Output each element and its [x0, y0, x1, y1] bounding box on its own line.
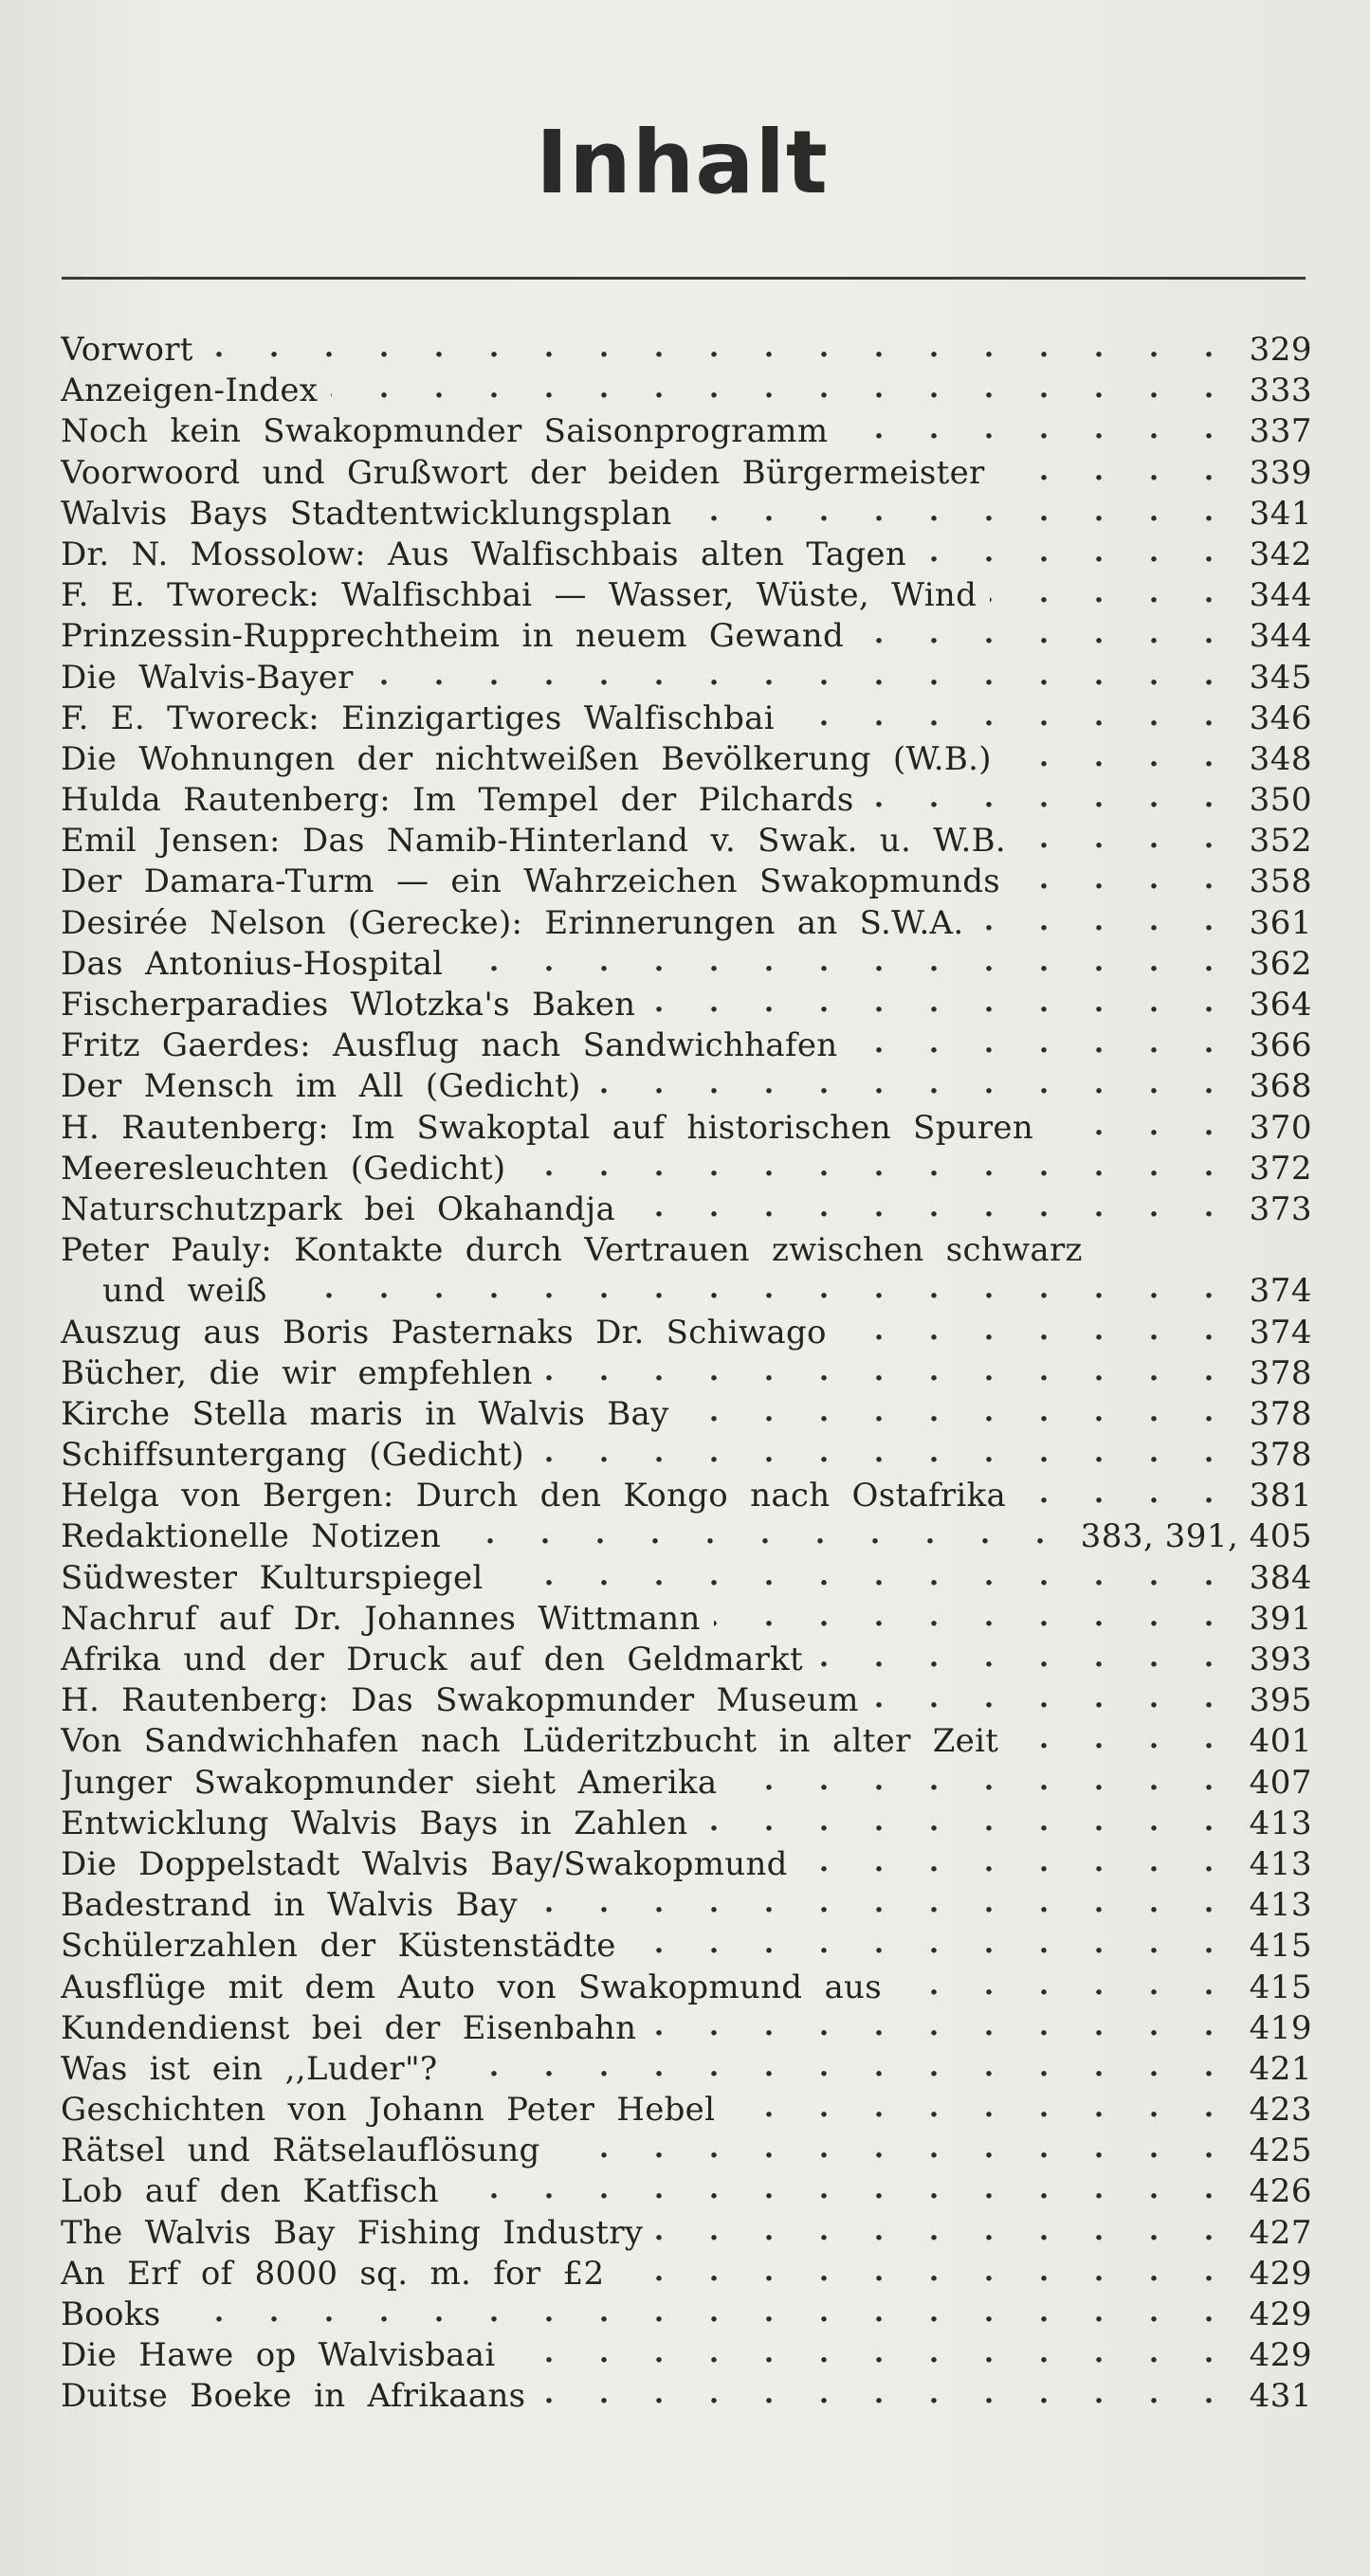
toc-entry-title: Kundendienst bei der Eisenbahn: [61, 2008, 637, 2047]
toc-entry-title: Helga von Bergen: Durch den Kongo nach Ostafrika: [61, 1477, 1007, 1515]
toc-entry-title: Das Antonius-Hospital: [61, 944, 444, 983]
toc-entry-page-number: 344: [1249, 576, 1312, 615]
toc-entry-title: H. Rautenberg: Im Swakoptal auf historischen Spuren: [61, 1108, 1034, 1147]
toc-entry: [61, 2254, 1312, 2295]
leader-dots: [857, 616, 1236, 657]
toc-entry-page-number: 373: [1249, 1189, 1312, 1228]
toc-entry-title: Books: [61, 2295, 161, 2333]
toc-entry: [61, 1025, 1312, 1066]
toc-entry-title: Geschichten von Johann Peter Hebel: [61, 2091, 716, 2130]
leader-dots: [816, 1640, 1236, 1680]
leader-dots: [920, 535, 1236, 575]
toc-entry-page-number: 378: [1249, 1394, 1312, 1433]
toc-entry: [61, 2376, 1312, 2417]
toc-entry-title: Die Walvis-Bayer: [61, 658, 354, 697]
leader-dots: [868, 780, 1236, 821]
leader-dots: [648, 985, 1236, 1025]
toc-entry-title: Hulda Rautenberg: Im Tempel der Pilchards: [61, 781, 854, 820]
toc-entry-title: Südwester Kulturspiegel: [61, 1558, 484, 1597]
toc-entry-title: Schiffsuntergang (Gedicht): [61, 1436, 524, 1475]
toc-entry-title: F. E. Tworeck: Einzigartiges Walfischbai: [61, 698, 775, 737]
toc-entry-page-number: 362: [1249, 944, 1312, 983]
leader-dots: [539, 2376, 1236, 2417]
toc-entry-page-number: 395: [1249, 1681, 1312, 1720]
leader-dots: [714, 1599, 1236, 1640]
toc-entry-title: Fritz Gaerdes: Ausflug nach Sandwichhafen: [61, 1026, 838, 1065]
toc-entry-title: Noch kein Swakopmunder Saisonprogramm: [61, 412, 829, 451]
toc-entry-title: Dr. N. Mossolow: Aus Walfischbais alten Tagen: [61, 535, 907, 573]
leader-dots: [1012, 1721, 1236, 1762]
toc-entry: [61, 1189, 1312, 1230]
toc-entry-page-number: 339: [1249, 453, 1312, 492]
toc-entry-page-number: 370: [1249, 1108, 1312, 1147]
leader-dots: [519, 1149, 1236, 1189]
toc-entry: [61, 616, 1312, 657]
toc-entry-page-number: 429: [1249, 2295, 1312, 2333]
toc-entry-page-number: 341: [1249, 494, 1312, 533]
leader-dots: [649, 2008, 1236, 2049]
leader-dots: [977, 903, 1236, 944]
toc-entry-title: Peter Pauly: Kontakte durch Vertrauen zwischen schwarz: [61, 1231, 1083, 1270]
leader-dots: [456, 944, 1236, 985]
leader-dots: [990, 575, 1236, 616]
toc-entry-page-number: 378: [1249, 1353, 1312, 1392]
toc-entry: [61, 411, 1312, 452]
toc-entry: [61, 1435, 1312, 1476]
toc-entry: [61, 494, 1312, 535]
toc-entry: [61, 1680, 1312, 1721]
toc-entry-title: Anzeigen-Index: [61, 372, 319, 410]
leader-dots: [509, 2335, 1236, 2376]
toc-entry: [61, 2008, 1312, 2049]
toc-entry-page-number: 344: [1249, 617, 1312, 656]
toc-entry-page-number: 368: [1249, 1067, 1312, 1106]
toc-entry-title: Entwicklung Walvis Bays in Zahlen: [61, 1804, 688, 1842]
toc-entry: [61, 453, 1312, 494]
page-title: [0, 112, 1370, 213]
toc-entry-page-number: 419: [1249, 2008, 1312, 2047]
toc-entry: [61, 780, 1312, 821]
toc-entry-page-number: 329: [1249, 331, 1312, 369]
leader-dots: [841, 411, 1236, 452]
toc-entry-title: Prinzessin-Rupprechtheim in neuem Gewand: [61, 617, 845, 656]
leader-dots: [685, 494, 1236, 535]
toc-entry-title: Die Hawe op Walvisbaai: [61, 2336, 496, 2375]
toc-entry: [61, 1599, 1312, 1640]
leader-dots: [531, 1885, 1236, 1926]
leader-dots: [454, 1516, 1068, 1557]
toc-entry-page-number: 350: [1249, 781, 1312, 820]
toc-entry-title: Redaktionelle Notizen: [61, 1517, 442, 1556]
leader-dots: [1014, 862, 1236, 902]
toc-entry: [61, 985, 1312, 1025]
leader-dots: [281, 1271, 1236, 1312]
leader-dots: [594, 1066, 1236, 1107]
toc-entry-page-number: 374: [1249, 1313, 1312, 1351]
toc-entry: [61, 1558, 1312, 1599]
toc-entry: [61, 2049, 1312, 2090]
leader-dots: [546, 1353, 1236, 1394]
toc-entry: [61, 698, 1312, 739]
leader-dots: [730, 1763, 1236, 1804]
toc-entry: [61, 1271, 1312, 1312]
leader-dots: [174, 2295, 1236, 2335]
toc-entry-page-number: 372: [1249, 1149, 1312, 1188]
leader-dots: [554, 2131, 1236, 2171]
toc-entry-title: The Walvis Bay Fishing Industry: [61, 2213, 644, 2252]
toc-entry-title: Meeresleuchten (Gedicht): [61, 1149, 506, 1188]
toc-entry: [61, 1149, 1312, 1189]
toc-entry-title: Desirée Nelson (Gerecke): Erinnerungen an S.W.A.: [61, 903, 964, 942]
title-divider: [62, 277, 1306, 280]
toc-entry-title: Emil Jensen: Das Namib-Hinterland v. Swak. u. W.B.: [61, 822, 1007, 861]
toc-entry-page-number: 393: [1249, 1641, 1312, 1678]
toc-entry-page-number: 425: [1249, 2132, 1312, 2170]
leader-dots: [1019, 821, 1236, 862]
leader-dots: [1005, 739, 1236, 780]
toc-entry-title: Lob auf den Katfisch: [61, 2172, 439, 2211]
toc-entry-title: Bücher, die wir empfehlen: [61, 1353, 533, 1392]
leader-dots: [331, 371, 1236, 411]
toc-entry-title: Was ist ein ,,Luder"?: [61, 2049, 438, 2088]
toc-entry-page-number: 333: [1249, 372, 1312, 410]
toc-entry-page-number: 383, 391, 405: [1080, 1517, 1312, 1556]
toc-entry-title: Afrika und der Druck auf den Geldmarkt: [61, 1641, 804, 1678]
toc-entry-title: Die Wohnungen der nichtweißen Bevölkerung (W.B.): [61, 739, 992, 778]
toc-entry: [61, 1763, 1312, 1804]
toc-entry: [61, 658, 1312, 698]
toc-entry-page-number: 421: [1249, 2049, 1312, 2088]
toc-entry: [61, 1313, 1312, 1353]
toc-entry-title: Von Sandwichhafen nach Lüderitzbucht in alter Zeit: [61, 1722, 999, 1761]
toc-entry: [61, 1516, 1312, 1557]
toc-entry: [61, 2131, 1312, 2171]
toc-entry: [61, 1394, 1312, 1435]
toc-entry: [61, 1844, 1312, 1885]
toc-entry-page-number: 358: [1249, 862, 1312, 901]
leader-dots: [850, 1025, 1236, 1066]
toc-entry-title: Die Doppelstadt Walvis Bay/Swakopmund: [61, 1844, 788, 1883]
toc-entry: [61, 903, 1312, 944]
toc-entry-title: H. Rautenberg: Das Swakopmunder Museum: [61, 1681, 859, 1720]
toc-entry: [61, 575, 1312, 616]
toc-entry-title: Rätsel und Rätselauflösung: [61, 2132, 540, 2170]
toc-entry-title: Duitse Boeke in Afrikaans: [61, 2377, 526, 2416]
leader-dots: [895, 1968, 1236, 2008]
toc-entry: [61, 371, 1312, 411]
toc-entry-page-number: 384: [1249, 1558, 1312, 1597]
toc-entry-page-number: 342: [1249, 535, 1312, 573]
leader-dots: [367, 658, 1236, 698]
toc-entry-title: Schülerzahlen der Küstenstädte: [61, 1927, 616, 1966]
toc-entry: [61, 1926, 1312, 1967]
leader-dots: [450, 2049, 1236, 2090]
leader-dots: [629, 1189, 1236, 1230]
leader-dots: [617, 2254, 1236, 2295]
toc-entry: [61, 2171, 1312, 2212]
toc-entry-page-number: 415: [1249, 1968, 1312, 2006]
leader-dots: [702, 1804, 1236, 1844]
toc-entry: [61, 2213, 1312, 2254]
leader-dots: [801, 1844, 1236, 1885]
leader-dots: [497, 1558, 1236, 1599]
toc-entry-page-number: 361: [1249, 903, 1312, 942]
leader-dots: [452, 2171, 1236, 2212]
toc-entry: [61, 944, 1312, 985]
toc-entry-page-number: 378: [1249, 1436, 1312, 1475]
toc-entry: [61, 1804, 1312, 1844]
toc-entry-page-number: 401: [1249, 1722, 1312, 1761]
toc-entry: [61, 739, 1312, 780]
toc-entry-title: An Erf of 8000 sq. m. for £2: [61, 2254, 605, 2293]
toc-entry-page-number: 413: [1249, 1844, 1312, 1883]
toc-entry: [61, 1640, 1312, 1680]
toc-entry-page-number: 429: [1249, 2254, 1312, 2293]
toc-entry-page-number: 348: [1249, 739, 1312, 778]
leader-dots: [840, 1313, 1236, 1353]
toc-entry-page-number: 413: [1249, 1804, 1312, 1842]
toc-entry-page-number: 337: [1249, 412, 1312, 451]
toc-entry-title: Auszug aus Boris Pasternaks Dr. Schiwago: [61, 1313, 827, 1351]
toc-entry-title: Walvis Bays Stadtentwicklungsplan: [61, 494, 672, 533]
leader-dots: [207, 330, 1236, 371]
leader-dots: [538, 1435, 1236, 1476]
toc-entry-page-number: 426: [1249, 2172, 1312, 2211]
toc-entry: [61, 1066, 1312, 1107]
leader-dots: [728, 2090, 1236, 2131]
toc-entry-page-number: 407: [1249, 1763, 1312, 1802]
leader-dots: [998, 453, 1236, 494]
leader-dots: [872, 1680, 1236, 1721]
toc-entry-title: Junger Swakopmunder sieht Amerika: [61, 1763, 718, 1802]
page-title-text: Inhalt: [536, 112, 829, 213]
toc-entry: [61, 2090, 1312, 2131]
toc-entry-page-number: 427: [1249, 2213, 1312, 2252]
leader-dots: [683, 1394, 1236, 1435]
toc-entry-title: Badestrand in Walvis Bay: [61, 1886, 518, 1925]
leader-dots: [788, 698, 1236, 739]
toc-entry: [61, 821, 1312, 862]
toc-entry: [61, 2335, 1312, 2376]
toc-entry-title: Der Mensch im All (Gedicht): [61, 1067, 581, 1106]
toc-entry-title: Voorwoord und Grußwort der beiden Bürgermeister: [61, 453, 985, 492]
toc-entry-page-number: 374: [1249, 1272, 1312, 1311]
toc-entry-page-number: 345: [1249, 658, 1312, 697]
toc-entry-page-number: 364: [1249, 986, 1312, 1024]
toc-entry: [61, 1968, 1312, 2008]
toc-entry-title: Kirche Stella maris in Walvis Bay: [61, 1394, 669, 1433]
toc-entry: [61, 1108, 1312, 1149]
toc-entry-title: Der Damara-Turm — ein Wahrzeichen Swakopmunds: [61, 862, 1001, 901]
leader-dots: [630, 1926, 1236, 1967]
toc-entry: [61, 1230, 1312, 1271]
toc-entry-page-number: 413: [1249, 1886, 1312, 1925]
toc-entry-page-number: 346: [1249, 698, 1312, 737]
toc-entry: [61, 535, 1312, 575]
toc-entry-title: Nachruf auf Dr. Johannes Wittmann: [61, 1599, 701, 1638]
leader-dots: [656, 2213, 1236, 2254]
toc-entry-page-number: 352: [1249, 822, 1312, 861]
toc-entry-title: Ausflüge mit dem Auto von Swakopmund aus: [61, 1968, 882, 2006]
toc-entry-title: Naturschutzpark bei Okahandja: [61, 1189, 616, 1228]
toc-entry-title: Vorwort: [61, 331, 193, 369]
toc-entry-page-number: 415: [1249, 1927, 1312, 1966]
toc-entry: [61, 330, 1312, 371]
toc-entry: [61, 1353, 1312, 1394]
toc-entry-page-number: 381: [1249, 1477, 1312, 1515]
toc-entry-page-number: 429: [1249, 2336, 1312, 2375]
leader-dots: [1019, 1476, 1236, 1516]
toc-entry-page-number: 423: [1249, 2091, 1312, 2130]
toc-entry: [61, 1721, 1312, 1762]
leader-dots: [1047, 1108, 1236, 1149]
table-of-contents: [61, 330, 1312, 2418]
toc-entry: [61, 2295, 1312, 2335]
toc-entry-page-number: 391: [1249, 1599, 1312, 1638]
toc-entry: [61, 1885, 1312, 1926]
toc-entry-title: F. E. Tworeck: Walfischbai — Wasser, Wüste, Wind: [61, 576, 977, 615]
toc-entry-title: Fischerparadies Wlotzka's Baken: [61, 986, 636, 1024]
toc-entry-title: und weiß: [102, 1272, 267, 1311]
toc-entry-page-number: 366: [1249, 1026, 1312, 1065]
toc-entry-page-number: 431: [1249, 2377, 1312, 2416]
toc-entry: [61, 862, 1312, 902]
toc-entry: [61, 1476, 1312, 1516]
